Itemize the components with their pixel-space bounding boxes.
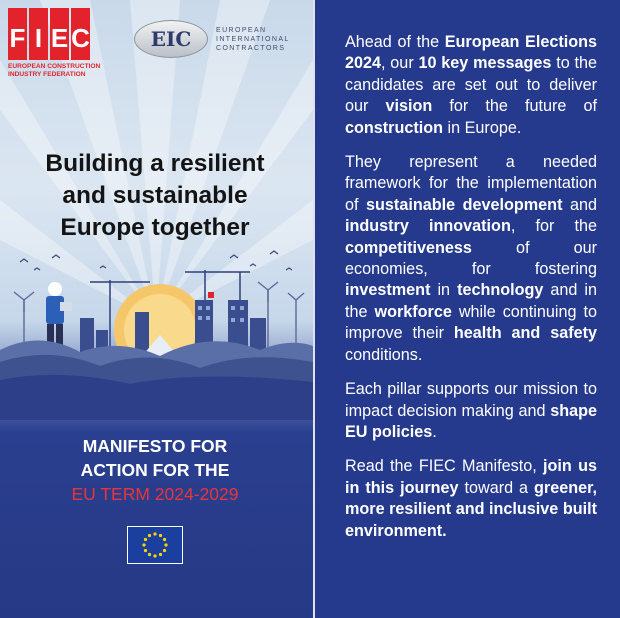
flag-star [144, 549, 147, 552]
flag-star [163, 538, 166, 541]
flag-star [159, 553, 162, 556]
title-line: Building a resilient [45, 150, 265, 177]
body-text-segment: and in the [345, 281, 597, 321]
body-text-segment: and [562, 195, 598, 214]
fiec-letter: E [50, 8, 69, 60]
body-text-segment: They represent a needed framework for the implementation of [345, 153, 597, 214]
emphasis-text: competitiveness [345, 238, 472, 257]
flag-star [142, 543, 145, 546]
body-text-segment: Each pillar supports our mission to impact decision making and [345, 380, 597, 420]
body-paragraph [345, 379, 597, 443]
emphasis-text: industry innovation [345, 217, 511, 236]
body-text-segment: . [432, 422, 437, 441]
flag-star [153, 554, 156, 557]
fiec-logo [8, 8, 118, 79]
fiec-letter: F [8, 8, 27, 60]
emphasis-text: investment [345, 281, 431, 300]
body-paragraph [345, 152, 597, 366]
page-title [10, 148, 300, 244]
fiec-letter: I [29, 8, 48, 60]
body-text-segment: to the candidates are set out to deliver our [345, 54, 597, 116]
manifesto-line: MANIFESTO FOR [82, 436, 228, 456]
eic-text [216, 26, 290, 53]
fiec-subtitle-line: INDUSTRY FEDERATION [8, 71, 86, 78]
body-text-segment: for the future of [432, 97, 597, 116]
manifesto-heading [10, 434, 300, 506]
eu-flag-icon [127, 526, 183, 564]
emphasis-text: health and safety [453, 324, 597, 343]
eic-text-line: INTERNATIONAL [216, 35, 290, 43]
body-paragraph [345, 456, 597, 542]
eic-text-line: CONTRACTORS [216, 44, 286, 52]
emphasis-text: vision [385, 97, 433, 116]
flag-star [148, 534, 151, 537]
body-text-segment: of our economies, for fostering [345, 238, 597, 279]
title-line: Europe together [60, 214, 250, 241]
fiec-subtitle [8, 63, 118, 79]
body-text-segment: in Europe. [443, 118, 522, 137]
fiec-subtitle-line: EUROPEAN CONSTRUCTION [8, 63, 101, 70]
body-text-segment: Read the FIEC Manifesto, [345, 457, 544, 476]
body-text-segment: conditions. [345, 345, 423, 364]
body-text-segment: while continuing to improve their [345, 302, 597, 343]
emphasis-text: technology [457, 281, 544, 300]
fiec-letter: C [71, 8, 90, 60]
flag-star [144, 538, 147, 541]
body-text-segment: toward a [458, 478, 534, 497]
emphasis-text: European Elections 2024 [345, 33, 597, 73]
flag-star [164, 543, 167, 546]
body-text-segment: in [430, 281, 458, 300]
emphasis-text: sustainable development [366, 195, 563, 214]
flag-star [159, 534, 162, 537]
flag-star [163, 549, 166, 552]
flag-star [153, 532, 156, 535]
title-line: and sustainable [62, 182, 248, 209]
emphasis-text: workforce [374, 302, 452, 321]
manifesto-body [345, 32, 597, 555]
manifesto-term: EU TERM 2024-2029 [71, 484, 239, 504]
body-text-segment: Ahead of the [345, 33, 445, 51]
eic-logo [134, 20, 290, 58]
emphasis-text: join us in this journey [345, 457, 597, 497]
emphasis-text: shape EU policies [345, 401, 597, 441]
body-paragraph [345, 32, 597, 139]
flag-star [148, 553, 151, 556]
body-text-segment: , our [381, 54, 419, 73]
emphasis-text: 10 key messages [418, 54, 552, 73]
body-text-segment: , for the [510, 217, 597, 236]
emphasis-text: greener, more resilient and inclusive built environment. [345, 478, 597, 540]
manifesto-line: ACTION FOR THE [80, 460, 230, 480]
eic-text-line: EUROPEAN [216, 26, 267, 34]
divider [313, 0, 315, 618]
emphasis-text: construction [345, 118, 444, 137]
eic-badge: EIC [134, 20, 208, 58]
